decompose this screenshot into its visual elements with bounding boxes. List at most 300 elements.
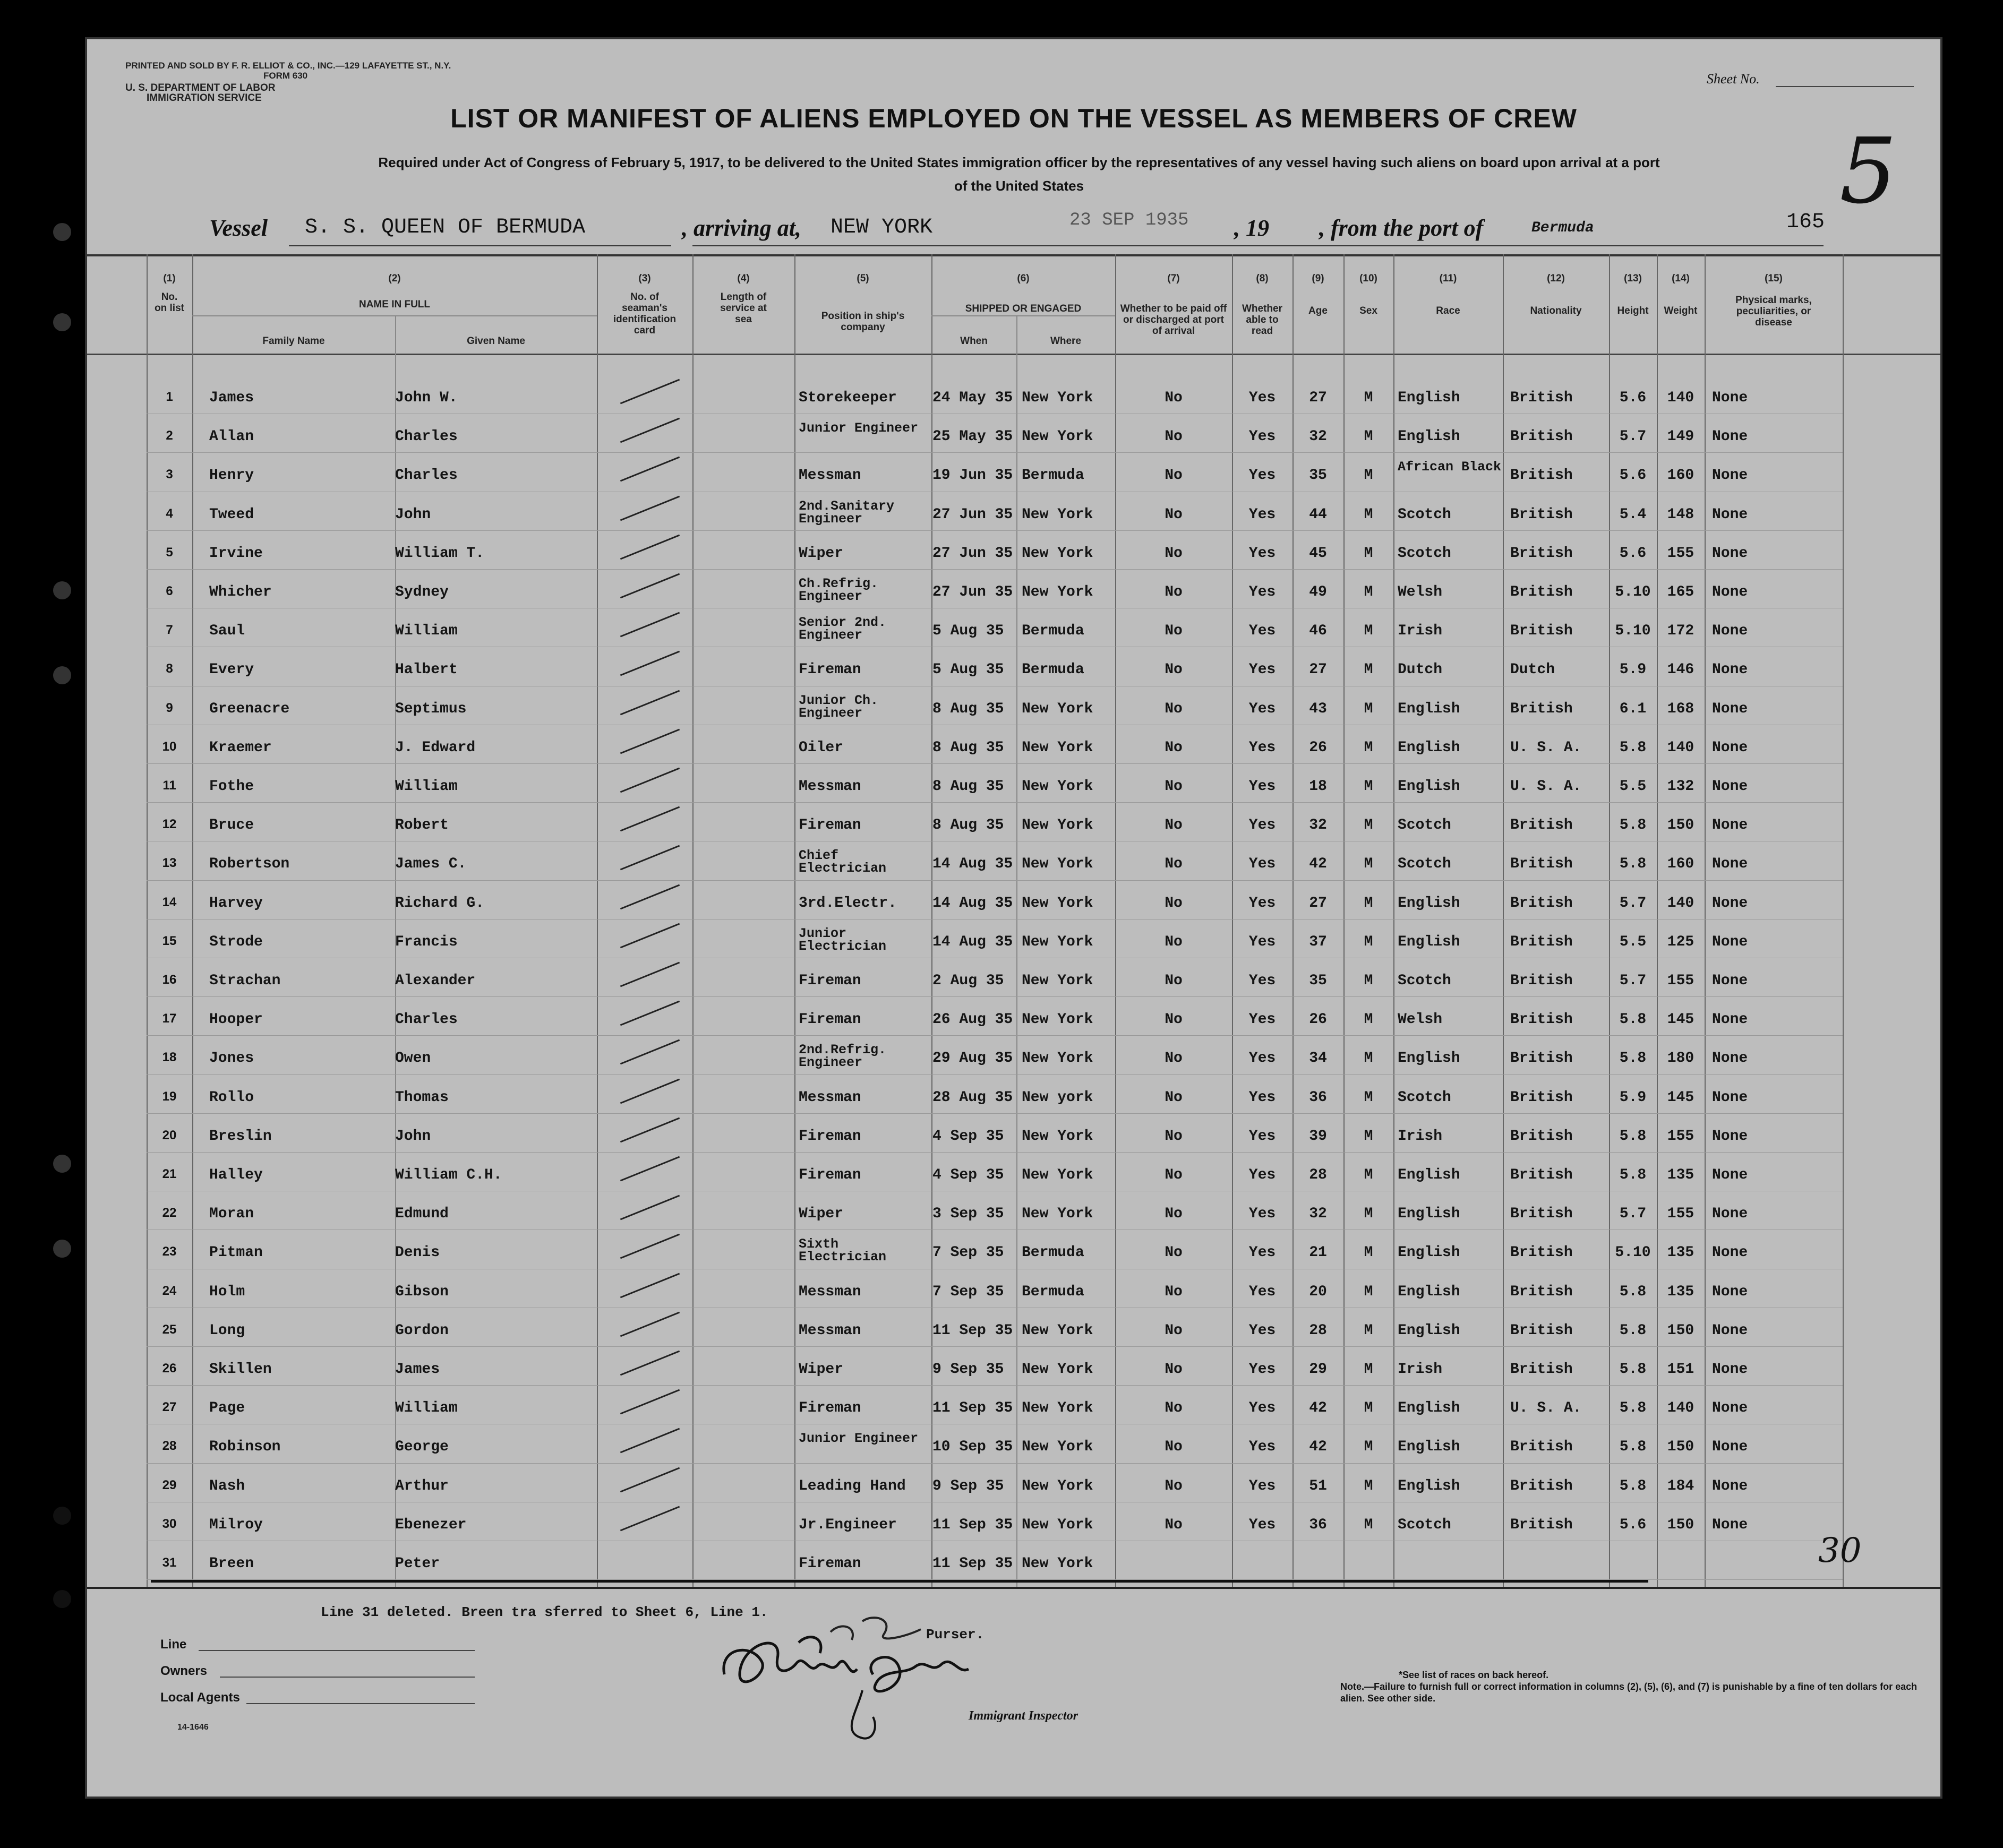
cell-marks: None — [1712, 661, 1748, 678]
col-7-number: (7) — [1167, 273, 1180, 284]
cell-no: 19 — [162, 1089, 177, 1104]
cell-weight: 151 — [1667, 1361, 1694, 1378]
cell-when: 11 Sep 35 — [932, 1516, 1013, 1533]
cell-where: Bermuda — [1022, 467, 1084, 484]
port-underline — [1399, 245, 1824, 246]
from-port-label: , from the port of — [1319, 215, 1484, 241]
cell-no: 6 — [166, 584, 173, 598]
cell-marks: None — [1712, 700, 1748, 717]
cell-race: English — [1398, 895, 1460, 912]
cell-weight: 135 — [1667, 1167, 1694, 1183]
cell-weight: 150 — [1667, 1439, 1694, 1456]
cell-weight: 135 — [1667, 1244, 1694, 1261]
cell-no: 16 — [162, 973, 177, 987]
cell-position: Junior Electrician — [799, 925, 887, 954]
row-rule — [147, 802, 1843, 803]
cell-position: Fireman — [799, 817, 861, 834]
cell-paid: No — [1165, 1011, 1183, 1028]
cell-read: Yes — [1248, 428, 1276, 445]
cell-height: 5.6 — [1619, 545, 1647, 562]
cell-paid: No — [1165, 700, 1183, 717]
cell-sex: M — [1364, 1089, 1373, 1106]
document-title: LIST OR MANIFEST OF ALIENS EMPLOYED ON THE VESSEL AS MEMBERS OF CREW — [450, 104, 1577, 133]
cell-height: 5.4 — [1619, 506, 1647, 523]
cell-no: 7 — [166, 623, 173, 638]
cell-height: 5.5 — [1619, 933, 1647, 950]
cell-race: Welsh — [1398, 584, 1443, 600]
col-14-number: (14) — [1672, 273, 1690, 284]
cell-read: Yes — [1248, 390, 1276, 406]
col-6-header — [931, 273, 1115, 314]
cell-race: English — [1398, 1322, 1460, 1339]
table-row — [87, 1389, 1940, 1428]
col-12-label: Nationality — [1530, 305, 1582, 316]
cell-family: Halley — [209, 1167, 263, 1183]
cell-no: 8 — [166, 661, 173, 676]
col-13-label: Height — [1617, 305, 1649, 316]
footer-owners-rule — [220, 1677, 475, 1678]
cell-marks: None — [1712, 1089, 1748, 1106]
cell-when: 5 Aug 35 — [932, 623, 1004, 640]
cell-nationality: British — [1510, 1244, 1573, 1261]
cell-no: 18 — [162, 1050, 177, 1065]
col-14-header — [1657, 273, 1705, 316]
table-row — [87, 1428, 1940, 1467]
sheet-no-underline — [1776, 86, 1914, 87]
cell-given: William — [395, 1400, 458, 1417]
cell-height: 5.9 — [1619, 1089, 1647, 1106]
cell-read: Yes — [1248, 817, 1276, 834]
cell-age: 45 — [1309, 545, 1327, 562]
table-row — [87, 729, 1940, 768]
cell-no: 30 — [162, 1516, 177, 1531]
cell-where: New york — [1022, 1089, 1093, 1106]
cell-when: 19 Jun 35 — [932, 467, 1013, 484]
cell-weight: 184 — [1667, 1477, 1694, 1494]
cell-paid: No — [1165, 1089, 1183, 1106]
cell-family: Jones — [209, 1050, 254, 1067]
cell-age: 35 — [1309, 467, 1327, 484]
cell-height: 5.6 — [1619, 467, 1647, 484]
subtitle-line-2: of the United States — [954, 178, 1084, 194]
cell-sex: M — [1364, 584, 1373, 600]
col-8-header — [1232, 273, 1292, 337]
cell-weight: 155 — [1667, 545, 1694, 562]
cell-read: Yes — [1248, 895, 1276, 912]
cell-race: Scotch — [1398, 817, 1451, 834]
cell-paid: No — [1165, 1361, 1183, 1378]
cell-given: Richard G. — [395, 895, 485, 912]
cell-nationality: British — [1510, 895, 1573, 912]
cell-given: Owen — [395, 1050, 431, 1067]
cell-position: 2nd.Refrig. Engineer — [799, 1042, 887, 1071]
cell-weight: 150 — [1667, 1516, 1694, 1533]
list-number: 165 — [1786, 210, 1825, 234]
cell-marks: None — [1712, 390, 1748, 406]
cell-given: Septimus — [395, 700, 467, 717]
fine-note: Note.—Failure to furnish full or correct information in columns (2), (5), (6), and (7) is punishable by a fine of ten dollars for each alien. See other side. — [1340, 1681, 1918, 1704]
cell-sex: M — [1364, 1477, 1373, 1494]
footer-line-label: Line — [160, 1637, 187, 1652]
cell-paid: No — [1165, 1439, 1183, 1456]
cell-height: 5.8 — [1619, 1050, 1647, 1067]
id-card-check-mark — [620, 806, 680, 832]
cell-given: Charles — [395, 428, 458, 445]
cell-paid: No — [1165, 856, 1183, 873]
cell-when: 7 Sep 35 — [932, 1244, 1004, 1261]
footer-agents-rule — [246, 1703, 475, 1704]
cell-given: James C. — [395, 856, 467, 873]
cell-age: 35 — [1309, 973, 1327, 989]
punch-hole — [53, 223, 71, 241]
punch-hole — [53, 581, 71, 599]
col-2-header — [192, 273, 597, 310]
cell-sex: M — [1364, 428, 1373, 445]
cell-family: Long — [209, 1322, 245, 1339]
cell-height: 5.6 — [1619, 1516, 1647, 1533]
cell-age: 51 — [1309, 1477, 1327, 1494]
cell-family: Hooper — [209, 1011, 263, 1028]
subtitle-line-1: Required under Act of Congress of February 5, 1917, to be delivered to the United States immigration officer by the representatives of any vessel having such aliens on board upon arrival at a port — [378, 154, 1660, 170]
cell-weight: 150 — [1667, 817, 1694, 834]
vessel-name: S. S. QUEEN OF BERMUDA — [305, 216, 586, 239]
form-number: FORM 630 — [263, 71, 308, 81]
col-13-header — [1609, 273, 1657, 316]
cell-where: New York — [1022, 973, 1093, 989]
col-9-number: (9) — [1312, 273, 1324, 284]
cell-height: 5.7 — [1619, 428, 1647, 445]
cell-given: Robert — [395, 817, 449, 834]
row-rule — [147, 1463, 1843, 1464]
cell-height: 5.8 — [1619, 856, 1647, 873]
cell-read: Yes — [1248, 467, 1276, 484]
cell-nationality: British — [1510, 428, 1573, 445]
cell-read: Yes — [1248, 933, 1276, 950]
cell-age: 18 — [1309, 778, 1327, 795]
cell-given: Sydney — [395, 584, 449, 600]
footer-line-rule — [199, 1650, 475, 1651]
cell-height: 5.6 — [1619, 390, 1647, 406]
cell-nationality: British — [1510, 856, 1573, 873]
cell-read: Yes — [1248, 1516, 1276, 1533]
cell-nationality: British — [1510, 1477, 1573, 1494]
col-9-label: Age — [1308, 305, 1328, 316]
cell-read: Yes — [1248, 1477, 1276, 1494]
cell-marks: None — [1712, 623, 1748, 640]
cell-when: 11 Sep 35 — [932, 1322, 1013, 1339]
cell-age: 46 — [1309, 623, 1327, 640]
cell-read: Yes — [1248, 856, 1276, 873]
col-10-header — [1343, 273, 1393, 316]
row-rule — [147, 452, 1843, 453]
cell-sex: M — [1364, 545, 1373, 562]
row-rule — [147, 880, 1843, 881]
cell-read: Yes — [1248, 584, 1276, 600]
table-row — [87, 806, 1940, 845]
cell-given: William — [395, 623, 458, 640]
punch-hole — [53, 1155, 71, 1173]
cell-when: 8 Aug 35 — [932, 739, 1004, 756]
cell-position: Sixth Electrician — [799, 1236, 887, 1265]
cell-marks: None — [1712, 1283, 1748, 1300]
cell-paid: No — [1165, 1516, 1183, 1533]
cell-paid: No — [1165, 778, 1183, 795]
cell-marks: None — [1712, 1244, 1748, 1261]
id-card-check-mark — [620, 1351, 680, 1376]
id-card-check-mark — [620, 690, 680, 715]
cell-given: George — [395, 1439, 449, 1456]
cell-height: 5.10 — [1615, 584, 1651, 600]
service-name: IMMIGRATION SERVICE — [147, 92, 262, 104]
cell-read: Yes — [1248, 1400, 1276, 1417]
cell-no: 12 — [162, 817, 177, 832]
table-row — [87, 1039, 1940, 1078]
cell-marks: None — [1712, 1439, 1748, 1456]
cell-race: Scotch — [1398, 973, 1451, 989]
cell-height: 5.8 — [1619, 1477, 1647, 1494]
punch-hole — [53, 1507, 71, 1525]
cell-race: English — [1398, 700, 1460, 717]
cell-height: 5.8 — [1619, 1400, 1647, 1417]
id-card-check-mark — [620, 845, 680, 871]
cell-sex: M — [1364, 1439, 1373, 1456]
cell-family: Nash — [209, 1477, 245, 1494]
punch-hole — [53, 1590, 71, 1608]
cell-when: 2 Aug 35 — [932, 973, 1004, 989]
cell-given: William T. — [395, 545, 485, 562]
id-card-check-mark — [620, 457, 680, 482]
cell-nationality: British — [1510, 584, 1573, 600]
cell-race: Dutch — [1398, 661, 1443, 678]
cell-where: New York — [1022, 856, 1093, 873]
id-card-check-mark — [620, 728, 680, 754]
cell-height: 5.8 — [1619, 1322, 1647, 1339]
shipped-subheader-rule — [931, 315, 1115, 316]
cell-family: Kraemer — [209, 739, 272, 756]
cell-paid: No — [1165, 1283, 1183, 1300]
cell-age: 21 — [1309, 1244, 1327, 1261]
cell-read: Yes — [1248, 1283, 1276, 1300]
cell-position: 3rd.Electr. — [799, 895, 897, 912]
cell-position: Wiper — [799, 1361, 844, 1378]
cell-family: Greenacre — [209, 700, 290, 717]
cell-read: Yes — [1248, 1167, 1276, 1183]
cell-where: New York — [1022, 1128, 1093, 1145]
cell-position: Senior 2nd. Engineer — [799, 615, 887, 643]
cell-height: 5.8 — [1619, 1439, 1647, 1456]
cell-position: 2nd.Sanitary Engineer — [799, 498, 895, 527]
id-card-check-mark — [620, 651, 680, 676]
cell-family: Moran — [209, 1206, 254, 1223]
vessel-line — [209, 210, 1855, 246]
cell-where: New York — [1022, 545, 1093, 562]
cell-height: 5.8 — [1619, 1283, 1647, 1300]
cell-weight: 140 — [1667, 1400, 1694, 1417]
table-row — [87, 496, 1940, 535]
cell-position: Messman — [799, 1322, 861, 1339]
sheet-number-handwritten: 5 — [1839, 119, 1897, 224]
form-code: 14-1646 — [177, 1723, 209, 1732]
cell-marks: None — [1712, 895, 1748, 912]
cell-marks: None — [1712, 1400, 1748, 1417]
col-11-number: (11) — [1439, 273, 1457, 284]
row-rule — [147, 763, 1843, 764]
cell-paid: No — [1165, 973, 1183, 989]
cell-sex: M — [1364, 1167, 1373, 1183]
id-card-check-mark — [620, 1506, 680, 1531]
cell-weight: 135 — [1667, 1283, 1694, 1300]
col-12-header — [1503, 273, 1609, 316]
cell-age: 26 — [1309, 1011, 1327, 1028]
cell-weight: 155 — [1667, 973, 1694, 989]
table-row — [87, 1118, 1940, 1156]
cell-nationality: British — [1510, 700, 1573, 717]
id-card-check-mark — [620, 1117, 680, 1142]
cell-read: Yes — [1248, 700, 1276, 717]
cell-given: Alexander — [395, 973, 476, 989]
cell-marks: None — [1712, 1011, 1748, 1028]
cell-age: 28 — [1309, 1322, 1327, 1339]
cell-paid: No — [1165, 390, 1183, 406]
cell-read: Yes — [1248, 545, 1276, 562]
cell-sex: M — [1364, 390, 1373, 406]
cell-where: New York — [1022, 1322, 1093, 1339]
cell-nationality: British — [1510, 1089, 1573, 1106]
cell-position: Chief Electrician — [799, 848, 887, 876]
row-rule — [147, 530, 1843, 531]
cell-race: English — [1398, 1206, 1460, 1223]
cell-race: English — [1398, 390, 1460, 406]
cell-weight: 146 — [1667, 661, 1694, 678]
inspector-signature — [703, 1611, 1000, 1749]
cell-nationality: British — [1510, 1439, 1573, 1456]
cell-family: Holm — [209, 1283, 245, 1300]
cell-where: New York — [1022, 895, 1093, 912]
cell-family: Bruce — [209, 817, 254, 834]
id-card-check-mark — [620, 1195, 680, 1220]
id-card-check-mark — [620, 1428, 680, 1454]
from-port: Bermuda — [1531, 220, 1594, 236]
table-row — [87, 1234, 1940, 1273]
cell-given: Arthur — [395, 1477, 449, 1494]
row-rule — [147, 996, 1843, 997]
cell-race: Scotch — [1398, 545, 1451, 562]
cell-given: Halbert — [395, 661, 458, 678]
cell-given: Gordon — [395, 1322, 449, 1339]
cell-family: Breslin — [209, 1128, 272, 1145]
table-row — [87, 573, 1940, 612]
col-14-label: Weight — [1664, 305, 1698, 316]
arriving-label: , arriving at, — [682, 215, 801, 241]
manifest-sheet — [85, 37, 1942, 1799]
date-stamp: 23 SEP 1935 — [1069, 210, 1189, 230]
cell-height: 5.9 — [1619, 661, 1647, 678]
table-bottom-rule — [87, 1587, 1940, 1589]
id-card-check-mark — [620, 1039, 680, 1065]
cell-marks: None — [1712, 739, 1748, 756]
cell-height: 5.8 — [1619, 1167, 1647, 1183]
cell-age: 29 — [1309, 1361, 1327, 1378]
cell-race: Scotch — [1398, 1516, 1451, 1533]
row-rule — [147, 1113, 1843, 1114]
cell-race: English — [1398, 1050, 1460, 1067]
table-row — [87, 1351, 1940, 1389]
cell-race: English — [1398, 1477, 1460, 1494]
cell-paid: No — [1165, 1322, 1183, 1339]
cell-age: 43 — [1309, 700, 1327, 717]
cell-height: 5.7 — [1619, 973, 1647, 989]
table-row — [87, 690, 1940, 729]
cell-age: 32 — [1309, 428, 1327, 445]
cell-weight: 125 — [1667, 933, 1694, 950]
cell-position: Wiper — [799, 1206, 844, 1223]
cell-no: 4 — [166, 506, 173, 521]
deletion-note: Line 31 deleted. Breen tra sferred to Sheet 6, Line 1. — [321, 1604, 768, 1620]
cell-when: 7 Sep 35 — [932, 1283, 1004, 1300]
cell-paid: No — [1165, 623, 1183, 640]
id-card-check-mark — [620, 534, 680, 560]
purser-label: Purser. — [926, 1627, 985, 1643]
handwritten-total: 30 — [1818, 1531, 1862, 1570]
cell-no: 15 — [162, 933, 177, 948]
cell-age: 27 — [1309, 895, 1327, 912]
table-row — [87, 457, 1940, 495]
cell-position: Messman — [799, 778, 861, 795]
cell-age: 27 — [1309, 661, 1327, 678]
cell-position: Jr.Engineer — [799, 1516, 897, 1533]
cell-read: Yes — [1248, 1322, 1276, 1339]
cell-given: William C.H. — [395, 1167, 502, 1183]
cell-where: New York — [1022, 1400, 1093, 1417]
cell-paid: No — [1165, 428, 1183, 445]
cell-position: Junior Engineer — [799, 420, 919, 436]
cell-no: 9 — [166, 700, 173, 715]
cell-paid: No — [1165, 1477, 1183, 1494]
cell-sex: M — [1364, 1011, 1373, 1028]
cell-sex: M — [1364, 1400, 1373, 1417]
cell-sex: M — [1364, 778, 1373, 795]
cell-marks: None — [1712, 778, 1748, 795]
col-8-label: Whether able to read — [1242, 303, 1282, 337]
cell-where: Bermuda — [1022, 1283, 1084, 1300]
cell-race: Irish — [1398, 623, 1443, 640]
col-13-number: (13) — [1624, 273, 1642, 284]
cell-paid: No — [1165, 1128, 1183, 1145]
department-name: U. S. DEPARTMENT OF LABOR — [125, 82, 276, 93]
id-card-check-mark — [620, 495, 680, 521]
col-1-header — [147, 273, 192, 314]
cell-family: Breen — [209, 1555, 254, 1572]
cell-race: Irish — [1398, 1128, 1443, 1145]
punch-hole — [53, 1240, 71, 1258]
cell-height: 5.5 — [1619, 778, 1647, 795]
cell-weight: 140 — [1667, 390, 1694, 406]
cell-race: English — [1398, 1439, 1460, 1456]
cell-no: 31 — [162, 1555, 177, 1570]
arriving-port: NEW YORK — [831, 216, 933, 239]
cell-paid: No — [1165, 584, 1183, 600]
col-9-header — [1292, 273, 1343, 316]
cell-given: William — [395, 778, 458, 795]
cell-paid: No — [1165, 817, 1183, 834]
cell-given: Francis — [395, 933, 458, 950]
cell-position: Fireman — [799, 1128, 861, 1145]
cell-given: Gibson — [395, 1283, 449, 1300]
cell-age: 20 — [1309, 1283, 1327, 1300]
cell-weight: 140 — [1667, 739, 1694, 756]
col-3-header — [597, 273, 692, 336]
footer-owners-label: Owners — [160, 1664, 208, 1678]
